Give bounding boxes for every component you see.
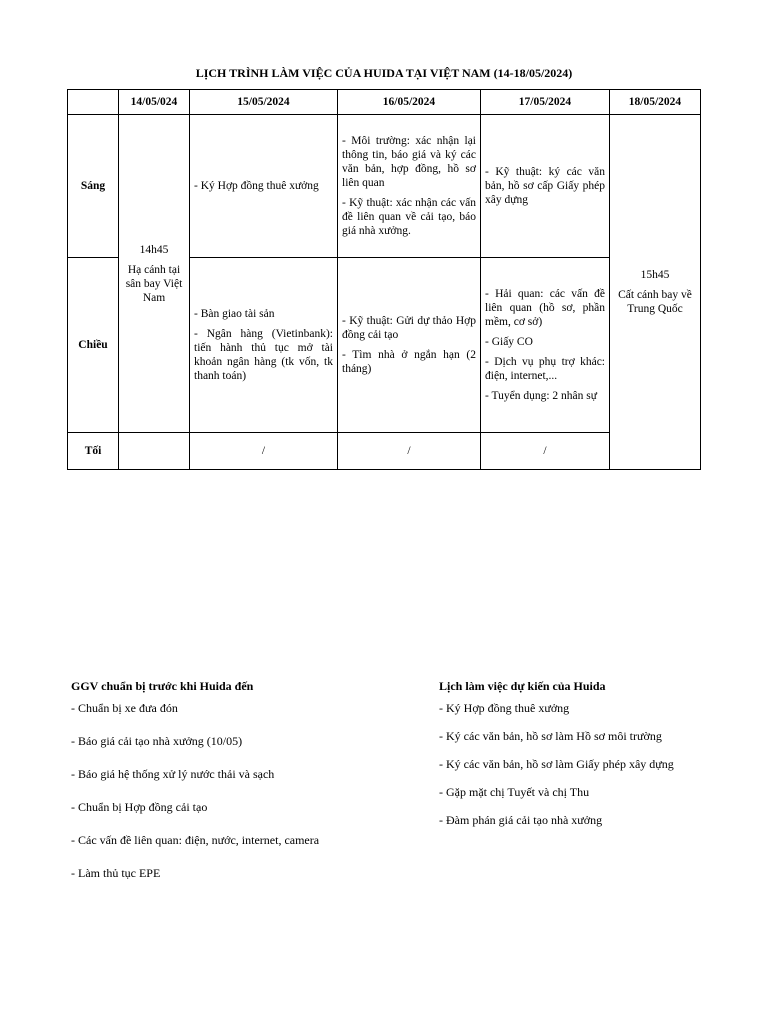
task-17-morning-1: - Kỹ thuật: ký các văn bản, hồ sơ cấp Giấy phép xây dựng [485,166,605,206]
planned-item: - Ký các văn bản, hồ sơ làm Hồ sơ môi trường [439,729,662,743]
task-15-afternoon-1: - Bàn giao tài sản [194,308,275,320]
task-15-afternoon-2: - Ngân hàng (Vietinbank): tiến hành thủ tục mở tài khoản ngân hàng (tk vốn, tk thanh toán) [194,328,333,382]
cell-14-evening [119,433,190,470]
cell-18-departure [610,115,701,470]
preparation-item: - Chuẩn bị Hợp đồng cải tạo [71,800,208,814]
preparation-item: - Làm thủ tục EPE [71,866,161,880]
planned-item: - Ký Hợp đồng thuê xưởng [439,701,570,715]
header-date-17: 17/05/2024 [481,90,610,115]
header-date-18: 18/05/2024 [610,90,701,115]
planned-item: - Gặp mặt chị Tuyết và chị Thu [439,785,590,799]
task-17-afternoon-3: - Dịch vụ phụ trợ khác: điện, internet,... [485,356,605,382]
cell-14-arrival [119,115,190,433]
planned-schedule-list [439,679,739,841]
cell-17-evening: / [481,433,610,470]
preparation-list [71,679,401,899]
cell-16-morning [338,115,481,258]
planned-schedule-title: Lịch làm việc dự kiến của Huida [439,679,606,693]
preparation-item: - Báo giá cải tạo nhà xưởng (10/05) [71,734,243,748]
schedule-table [67,89,701,470]
task-16-morning-1: - Môi trường: xác nhận lại thông tin, báo giá và ký các văn bản, hợp đồng, hồ sơ liên quan [342,135,476,189]
header-row [68,90,701,115]
row-evening [68,433,701,470]
cell-15-evening: / [190,433,338,470]
arrival-note: Hạ cánh tại sân bay Việt Nam [125,263,183,304]
preparation-title: GGV chuẩn bị trước khi Huida đến [71,679,254,693]
header-date-16: 16/05/2024 [338,90,481,115]
cell-17-afternoon [481,258,610,433]
header-date-14: 14/05/024 [119,90,190,115]
cell-16-evening: / [338,433,481,470]
preparation-item: - Báo giá hệ thống xử lý nước thải và sạch [71,767,275,781]
task-16-afternoon-2: - Tìm nhà ở ngắn hạn (2 tháng) [342,349,476,375]
task-16-afternoon-1: - Kỹ thuật: Gửi dự thảo Hợp đồng cải tạo [342,315,476,341]
preparation-item: - Các vấn đề liên quan: điện, nước, internet, camera [71,833,320,847]
planned-item: - Đàm phán giá cải tạo nhà xưởng [439,813,603,827]
preparation-item: - Chuẩn bị xe đưa đón [71,701,178,715]
cell-15-morning [190,115,338,258]
arrival-time: 14h45 [139,243,169,256]
header-date-15: 15/05/2024 [190,90,338,115]
task-17-afternoon-4: - Tuyển dụng: 2 nhân sự [485,390,597,402]
row-label-afternoon: Chiều [68,258,119,433]
planned-item: - Ký các văn bản, hồ sơ làm Giấy phép xây dựng [439,757,674,771]
header-corner [68,90,119,115]
departure-time: 15h45 [640,269,670,281]
task-16-morning-2: - Kỹ thuật: xác nhận các vấn đề liên quan về cải tạo, báo giá nhà xưởng. [342,197,476,237]
document-title: LỊCH TRÌNH LÀM VIỆC CỦA HUIDA TẠI VIỆT NAM (14-18/05/2024) [195,66,573,80]
task-15-morning-1: - Ký Hợp đồng thuê xưởng [194,180,319,192]
task-17-afternoon-1: - Hải quan: các vấn đề liên quan (hồ sơ, phần mềm, cơ sở) [485,288,605,328]
row-morning [68,115,701,258]
cell-16-afternoon [338,258,481,433]
cell-15-afternoon [190,258,338,433]
cell-17-morning [481,115,610,258]
row-label-morning: Sáng [68,115,119,258]
row-label-evening: Tối [68,433,119,470]
task-17-afternoon-2: - Giấy CO [485,336,533,348]
departure-note: Cất cánh bay về Trung Quốc [618,289,692,315]
